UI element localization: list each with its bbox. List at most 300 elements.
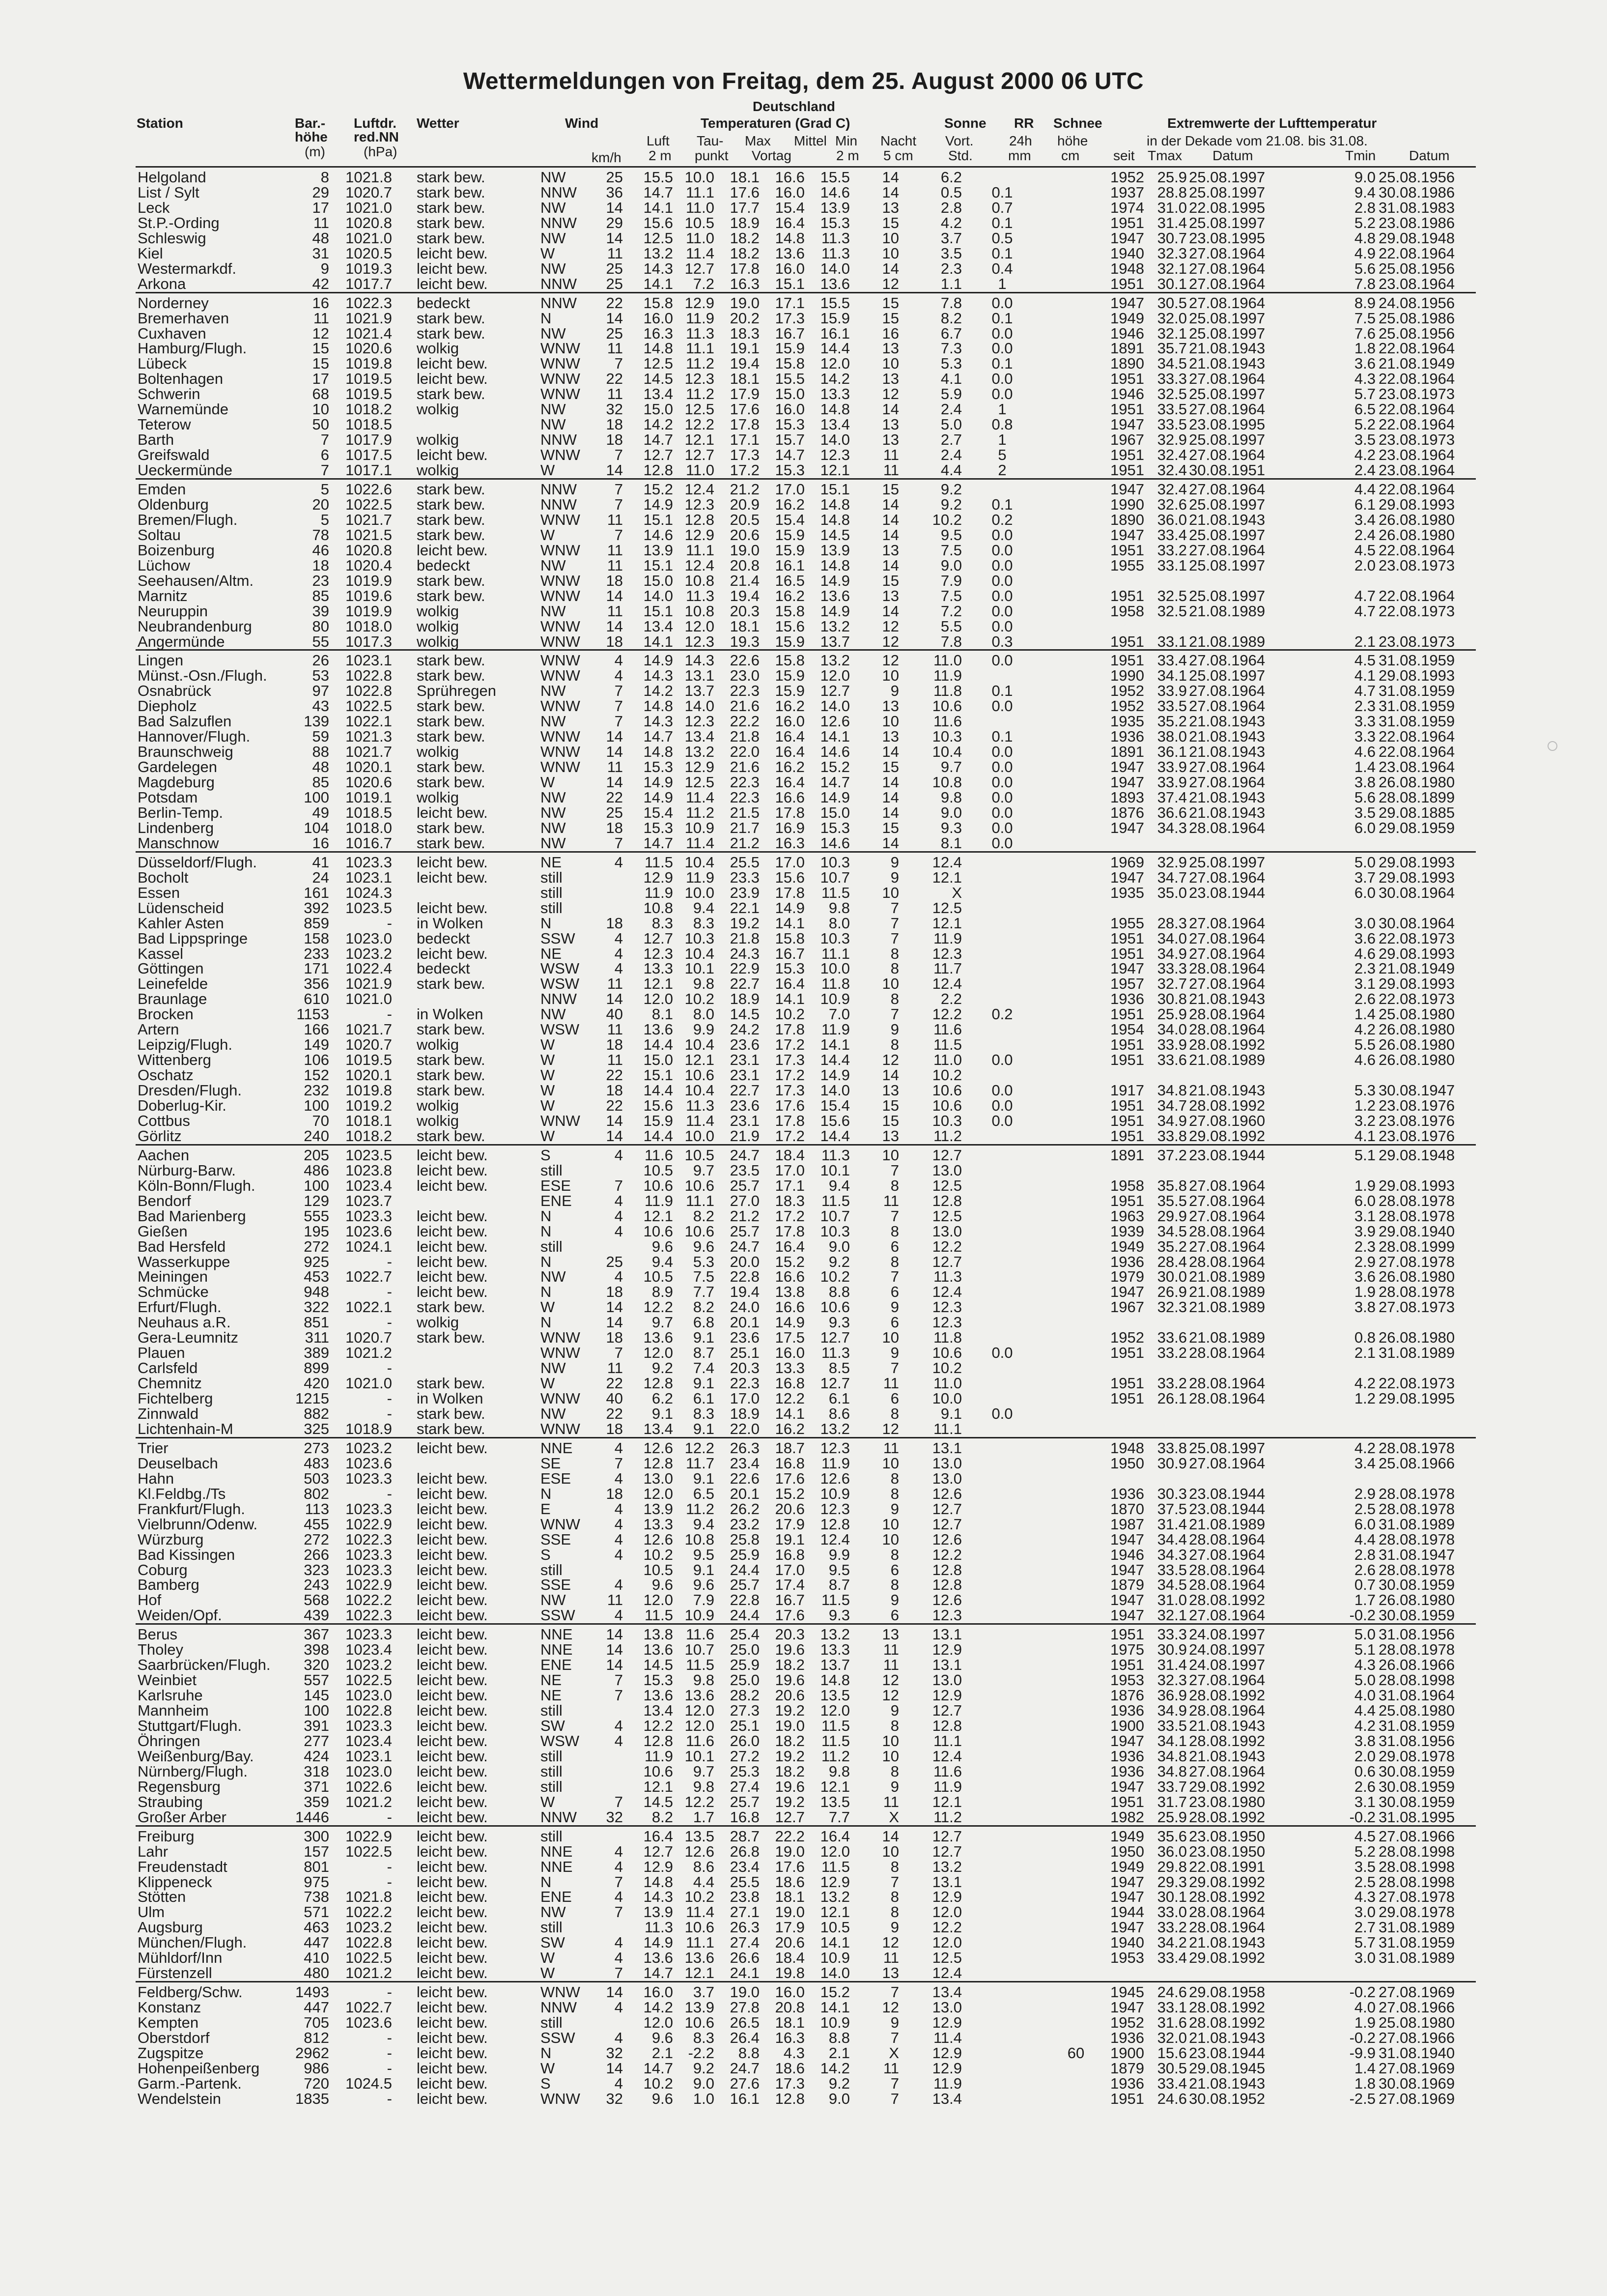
- temp-air: 14.5: [643, 1793, 673, 1810]
- tmin-date: 23.08.1976: [1379, 1097, 1455, 1114]
- wind-direction: WNW: [540, 1515, 580, 1533]
- temp-max: 19.1: [730, 340, 760, 357]
- since-year: 1949: [1110, 1858, 1144, 1875]
- temp-air: 11.5: [644, 853, 673, 871]
- station-name: Düsseldorf/Flugh.: [138, 853, 257, 871]
- temp-ground: 8: [890, 1888, 899, 1906]
- station-name: Aachen: [138, 1146, 190, 1164]
- temp-mean: 16.4: [775, 214, 805, 231]
- wind-direction: WNW: [540, 697, 580, 715]
- station-name: Leck: [138, 199, 170, 216]
- temp-max: 25.8: [730, 1530, 760, 1548]
- tmax-date: 27.08.1964: [1189, 370, 1266, 388]
- tmax-date: 21.08.1943: [1189, 789, 1266, 806]
- since-year: 1947: [1110, 960, 1144, 977]
- header-tmax: Tmax: [1148, 148, 1182, 163]
- temp-air: 11.3: [644, 1919, 673, 1936]
- wind-speed: 7: [614, 1873, 623, 1891]
- tmin-date: 30.08.1959: [1379, 1793, 1455, 1810]
- temp-min: 13.5: [820, 1687, 850, 1704]
- pressure: -: [387, 1283, 392, 1301]
- temp-mean: 16.0: [775, 1983, 805, 2001]
- elevation: 18: [312, 556, 329, 574]
- temp-air: 12.0: [643, 990, 673, 1008]
- precipitation: 0.1: [991, 355, 1013, 373]
- station-name: Hamburg/Flugh.: [138, 340, 247, 357]
- wind-speed: 18: [606, 431, 623, 449]
- region-label: Deutschland: [753, 99, 836, 114]
- wind-speed: 4: [614, 1576, 623, 1594]
- station-name: Greifswald: [138, 446, 210, 464]
- tmin-date: 23.08.1976: [1379, 1127, 1455, 1145]
- sunshine: 4.2: [940, 214, 962, 231]
- temp-max: 21.2: [730, 834, 760, 852]
- tmax-date: 21.08.1989: [1189, 1329, 1266, 1347]
- since-year: 1900: [1110, 1717, 1144, 1734]
- sunshine: 13.0: [932, 1671, 962, 1689]
- tmax-date: 25.08.1997: [1189, 214, 1266, 231]
- temp-max: 27.4: [730, 1778, 760, 1795]
- wind-direction: still: [540, 1702, 563, 1720]
- temp-mean: 17.8: [775, 804, 805, 821]
- pressure: 1022.5: [345, 495, 392, 513]
- tmin-date: 26.08.1980: [1379, 1051, 1455, 1069]
- tmin-date: 27.08.1969: [1379, 1983, 1455, 2001]
- pressure: 1023.8: [345, 1161, 392, 1179]
- dew-point: 3.7: [693, 1983, 714, 2001]
- pressure: 1020.5: [345, 244, 392, 262]
- temp-max: 24.7: [730, 1237, 760, 1255]
- sunshine: 2.4: [940, 401, 962, 418]
- sunshine: 12.7: [932, 1842, 962, 1860]
- tmax-value: 28.3: [1157, 914, 1187, 932]
- temp-mean: 15.4: [775, 511, 805, 528]
- tmin-date: 28.08.1978: [1379, 1485, 1455, 1502]
- dew-point: 12.0: [684, 1717, 714, 1734]
- precipitation: 0.1: [991, 682, 1013, 700]
- tmin-value: 4.2: [1354, 1439, 1376, 1457]
- sunshine: 10.2: [932, 1066, 962, 1084]
- tmax-value: 30.7: [1157, 229, 1187, 247]
- temp-ground: 14: [882, 556, 899, 574]
- temp-mean: 17.3: [775, 2074, 805, 2092]
- temp-ground: 7: [890, 1005, 899, 1023]
- dew-point: 11.4: [685, 834, 714, 852]
- station-name: Leinefelde: [138, 975, 208, 993]
- elevation: 925: [304, 1253, 329, 1270]
- sunshine: 10.6: [932, 1097, 962, 1114]
- pressure: 1023.7: [345, 1192, 392, 1209]
- dew-point: 8.2: [693, 1207, 714, 1225]
- tmin-value: 4.9: [1354, 244, 1376, 262]
- tmin-date: 21.08.1949: [1379, 960, 1455, 977]
- temp-air: 10.6: [643, 1762, 673, 1780]
- elevation: 48: [312, 758, 329, 776]
- temp-air: 14.8: [643, 697, 673, 715]
- sunshine: 12.4: [932, 1964, 962, 1982]
- temp-ground: 14: [882, 789, 899, 806]
- tmin-date: 29.08.1995: [1379, 1390, 1455, 1407]
- dew-point: 10.2: [684, 990, 714, 1008]
- wind-direction: NW: [540, 199, 566, 216]
- pressure: 1017.3: [345, 632, 392, 650]
- station-name: Boltenhagen: [138, 370, 224, 388]
- precipitation: 0.1: [991, 244, 1013, 262]
- temp-min: 12.0: [820, 667, 850, 685]
- tmin-date: 22.08.1973: [1379, 1375, 1455, 1392]
- tmin-value: 3.1: [1354, 975, 1376, 993]
- since-year: 1937: [1110, 183, 1144, 201]
- temp-min: 12.7: [820, 1375, 850, 1392]
- temp-mean: 20.6: [775, 1500, 805, 1518]
- tmax-value: 33.4: [1157, 652, 1187, 669]
- temp-mean: 17.9: [775, 1515, 805, 1533]
- temp-min: 10.9: [820, 1485, 850, 1502]
- elevation: 455: [304, 1515, 329, 1533]
- since-year: 1951: [1110, 275, 1144, 292]
- tmin-date: 27.08.1966: [1379, 2029, 1455, 2046]
- sunshine: 11.0: [933, 1051, 962, 1069]
- precipitation: 0.4: [991, 259, 1013, 277]
- temp-air: 14.2: [643, 416, 673, 433]
- dew-point: 11.0: [685, 229, 714, 247]
- temp-mean: 22.2: [775, 1827, 805, 1845]
- sunshine: 11.0: [933, 652, 962, 669]
- wind-direction: ESE: [540, 1469, 571, 1487]
- temp-air: 14.4: [643, 1082, 673, 1099]
- wind-direction: W: [540, 774, 555, 791]
- elevation: 100: [304, 1702, 329, 1720]
- tmax-value: 33.1: [1157, 556, 1187, 574]
- temp-air: 11.9: [644, 884, 673, 901]
- temp-ground: 14: [882, 183, 899, 201]
- dew-point: 8.6: [693, 1858, 714, 1875]
- tmin-date: 26.08.1980: [1379, 1329, 1455, 1347]
- dew-point: 9.7: [693, 1762, 714, 1780]
- wind-direction: NE: [540, 1687, 562, 1704]
- temp-mean: 17.0: [775, 481, 805, 498]
- tmin-value: 3.3: [1354, 728, 1376, 746]
- pressure: 1018.1: [345, 1112, 392, 1129]
- temp-mean: 17.8: [775, 884, 805, 901]
- pressure: 1022.1: [345, 713, 392, 730]
- sunshine: 7.8: [940, 632, 962, 650]
- tmin-value: 3.7: [1354, 868, 1376, 886]
- elevation: 152: [304, 1066, 329, 1084]
- tmax-value: 24.6: [1157, 2090, 1187, 2107]
- wind-direction: N: [540, 1485, 552, 1502]
- tmin-date: 31.08.1940: [1379, 2044, 1455, 2062]
- temp-min: 14.1: [820, 1999, 850, 2016]
- header-sonne: Sonne: [944, 115, 987, 131]
- sunshine: 11.4: [933, 2029, 962, 2046]
- since-year: 1947: [1110, 758, 1144, 776]
- header-rr: RR: [1014, 115, 1034, 131]
- wind-speed: 14: [606, 1656, 623, 1674]
- tmin-date: 28.08.1978: [1379, 1561, 1455, 1578]
- temp-ground: 9: [890, 1778, 899, 1795]
- temp-mean: 16.2: [775, 758, 805, 776]
- since-year: 1951: [1110, 446, 1144, 464]
- wind-direction: WSW: [540, 1732, 580, 1750]
- temp-max: 17.8: [730, 259, 760, 277]
- since-year: 1936: [1110, 1762, 1144, 1780]
- tmax-date: 21.08.1943: [1189, 2029, 1266, 2046]
- group-separator: [136, 1825, 1476, 1827]
- tmax-date: 25.08.1997: [1189, 667, 1266, 685]
- tmin-value: 3.0: [1354, 1949, 1376, 1967]
- weather: leicht bew.: [417, 1949, 488, 1967]
- temp-min: 14.5: [820, 526, 850, 544]
- dew-point: 7.7: [693, 1283, 714, 1301]
- wind-speed: 22: [606, 370, 623, 388]
- dew-point: 10.6: [684, 1066, 714, 1084]
- temp-min: 14.7: [820, 774, 850, 791]
- wind-direction: NNW: [540, 1808, 577, 1826]
- station-name: Magdeburg: [138, 774, 215, 791]
- pressure: 1023.2: [345, 1656, 392, 1674]
- wind-direction: W: [540, 1949, 555, 1967]
- temp-mean: 18.7: [775, 1439, 805, 1457]
- tmax-date: 28.08.1992: [1189, 1036, 1266, 1054]
- since-year: 1949: [1110, 1237, 1144, 1255]
- temp-air: 12.6: [643, 1530, 673, 1548]
- temp-ground: 15: [882, 758, 899, 776]
- temp-max: 25.5: [730, 853, 760, 871]
- weather: wolkig: [417, 743, 459, 761]
- wind-direction: N: [540, 1314, 552, 1331]
- temp-air: 13.4: [643, 1420, 673, 1437]
- wind-direction: W: [540, 1066, 555, 1084]
- since-year: 1951: [1110, 1192, 1144, 1209]
- dew-point: 10.5: [684, 214, 714, 231]
- wind-direction: WNW: [540, 446, 580, 464]
- temp-ground: 10: [882, 355, 899, 373]
- temp-ground: 10: [882, 1454, 899, 1472]
- wind-speed: 25: [606, 259, 623, 277]
- tmin-date: 28.08.1998: [1379, 1873, 1455, 1891]
- station-name: Kl.Feldbg./Ts: [138, 1485, 226, 1502]
- elevation: 80: [312, 617, 329, 635]
- temp-air: 14.7: [643, 834, 673, 852]
- tmax-date: 28.08.1964: [1189, 1375, 1266, 1392]
- weather: leicht bew.: [417, 1283, 488, 1301]
- weather: in Wolken: [417, 1390, 483, 1407]
- station-name: Gardelegen: [138, 758, 218, 776]
- tmax-date: 27.08.1964: [1189, 481, 1266, 498]
- tmin-date: 30.08.1969: [1379, 2074, 1455, 2092]
- since-year: 1947: [1110, 1530, 1144, 1548]
- since-year: 1890: [1110, 355, 1144, 373]
- tmax-value: 30.1: [1157, 275, 1187, 292]
- tmax-date: 27.08.1964: [1189, 682, 1266, 700]
- sunshine: 13.1: [932, 1626, 962, 1643]
- temp-ground: 14: [882, 401, 899, 418]
- temp-min: 8.5: [828, 1359, 850, 1377]
- tmin-value: 4.3: [1354, 370, 1376, 388]
- tmin-value: 5.7: [1354, 1934, 1376, 1952]
- tmax-value: 33.4: [1157, 1949, 1187, 1967]
- temp-max: 27.2: [730, 1747, 760, 1765]
- tmin-date: 26.08.1980: [1379, 774, 1455, 791]
- temp-max: 20.1: [730, 1314, 760, 1331]
- sunshine: 10.6: [932, 1344, 962, 1362]
- temp-ground: 14: [882, 602, 899, 620]
- temp-ground: 13: [882, 587, 899, 604]
- temp-max: 21.2: [730, 481, 760, 498]
- precipitation: 1: [998, 401, 1007, 418]
- tmin-value: 4.0: [1354, 1999, 1376, 2016]
- elevation: 272: [304, 1530, 329, 1548]
- temp-max: 25.4: [730, 1626, 760, 1643]
- station-name: Göttingen: [138, 960, 204, 977]
- temp-min: 15.3: [820, 214, 850, 231]
- since-year: 1900: [1110, 2044, 1144, 2062]
- dew-point: 11.3: [685, 1097, 714, 1114]
- station-name: Plauen: [138, 1344, 185, 1362]
- temp-mean: 20.8: [775, 1999, 805, 2016]
- temp-min: 15.6: [820, 1112, 850, 1129]
- tmax-value: 34.3: [1157, 819, 1187, 836]
- tmin-date: 25.08.1980: [1379, 2014, 1455, 2032]
- tmin-value: 7.5: [1354, 309, 1376, 327]
- tmin-date: 25.08.1956: [1379, 169, 1455, 186]
- weather: stark bew.: [417, 713, 485, 730]
- wind-speed: 7: [614, 1454, 623, 1472]
- wind-direction: ESE: [540, 1177, 571, 1194]
- tmax-value: 32.1: [1157, 324, 1187, 342]
- wind-speed: 14: [606, 229, 623, 247]
- temp-min: 9.0: [828, 1237, 850, 1255]
- wind-speed: 4: [614, 1222, 623, 1240]
- since-year: 1952: [1110, 2014, 1144, 2032]
- weather: leicht bew.: [417, 868, 488, 886]
- tmin-value: 1.8: [1354, 340, 1376, 357]
- elevation: 1446: [295, 1808, 329, 1826]
- pressure: 1021.0: [345, 990, 392, 1008]
- temp-min: 14.8: [820, 556, 850, 574]
- temp-ground: 11: [883, 1656, 899, 1674]
- tmax-date: 23.08.1944: [1189, 884, 1266, 901]
- temp-min: 14.9: [820, 572, 850, 589]
- tmin-date: 28.08.1978: [1379, 1500, 1455, 1518]
- tmax-value: 32.6: [1157, 495, 1187, 513]
- pressure: 1019.6: [345, 587, 392, 604]
- sunshine: 5.3: [940, 355, 962, 373]
- header-tmin-date: Datum: [1409, 148, 1450, 163]
- station-name: Lahr: [138, 1842, 169, 1860]
- temp-ground: 6: [890, 1283, 899, 1301]
- wind-direction: W: [540, 1036, 555, 1054]
- tmin-value: 3.6: [1354, 355, 1376, 373]
- temp-ground: 14: [882, 259, 899, 277]
- tmin-value: 2.4: [1354, 461, 1376, 479]
- dew-point: 13.5: [684, 1827, 714, 1845]
- temp-ground: 6: [890, 1390, 899, 1407]
- wind-direction: still: [540, 1161, 563, 1179]
- elevation: 158: [304, 929, 329, 947]
- since-year: 1951: [1110, 370, 1144, 388]
- pressure: -: [387, 2090, 392, 2107]
- weather: stark bew.: [417, 1329, 485, 1347]
- pressure: 1023.6: [345, 1222, 392, 1240]
- weather: wolkig: [417, 789, 459, 806]
- tmax-value: 33.0: [1157, 1903, 1187, 1921]
- elevation: 78: [312, 526, 329, 544]
- dew-point: 9.1: [693, 1329, 714, 1347]
- sunshine: 12.8: [932, 1561, 962, 1578]
- since-year: 1891: [1110, 743, 1144, 761]
- temp-air: 12.0: [643, 1485, 673, 1502]
- temp-mean: 15.9: [775, 541, 805, 559]
- pressure: 1021.7: [345, 1021, 392, 1038]
- sunshine: 13.0: [932, 1222, 962, 1240]
- tmax-date: 27.08.1964: [1189, 697, 1266, 715]
- temp-mean: 16.0: [775, 183, 805, 201]
- weather: leicht bew.: [417, 244, 488, 262]
- temp-air: 9.4: [651, 1253, 673, 1270]
- station-name: Bendorf: [138, 1192, 191, 1209]
- temp-min: 15.0: [820, 804, 850, 821]
- tmin-value: 3.8: [1354, 1298, 1376, 1316]
- tmin-value: 7.8: [1354, 275, 1376, 292]
- tmax-value: 35.8: [1157, 1177, 1187, 1194]
- station-name: Coburg: [138, 1561, 188, 1578]
- station-name: Freudenstadt: [138, 1858, 227, 1875]
- temp-max: 22.6: [730, 652, 760, 669]
- wind-direction: WNW: [540, 758, 580, 776]
- temp-min: 14.6: [820, 183, 850, 201]
- tmax-date: 27.08.1964: [1189, 1762, 1266, 1780]
- pressure: 1019.8: [345, 1082, 392, 1099]
- temp-ground: 8: [890, 990, 899, 1008]
- elevation: 801: [304, 1858, 329, 1875]
- elevation: 46: [312, 541, 329, 559]
- temp-mean: 15.8: [775, 355, 805, 373]
- temp-ground: 9: [890, 2014, 899, 2032]
- wind-speed: 14: [606, 2059, 623, 2077]
- temp-mean: 17.0: [775, 1561, 805, 1578]
- temp-mean: 17.2: [775, 1207, 805, 1225]
- elevation: 391: [304, 1717, 329, 1734]
- header-sonne-2: Vort.: [945, 133, 974, 148]
- tmax-value: 30.8: [1157, 990, 1187, 1008]
- station-name: Schwerin: [138, 385, 200, 403]
- tmax-date: 25.08.1997: [1189, 183, 1266, 201]
- tmin-value: 6.0: [1354, 1515, 1376, 1533]
- temp-mean: 10.2: [775, 1005, 805, 1023]
- temp-max: 27.3: [730, 1702, 760, 1720]
- tmax-value: 31.4: [1157, 1656, 1187, 1674]
- temp-air: 13.0: [643, 1469, 673, 1487]
- weather: bedeckt: [417, 556, 470, 574]
- temp-air: 13.4: [643, 1702, 673, 1720]
- wind-speed: 7: [614, 495, 623, 513]
- temp-ground: 10: [882, 1530, 899, 1548]
- wind-direction: N: [540, 1222, 552, 1240]
- station-name: Nürnberg/Flugh.: [138, 1762, 248, 1780]
- since-year: 1951: [1110, 945, 1144, 962]
- precipitation: 0.0: [991, 370, 1013, 388]
- tmin-value: -0.2: [1349, 1808, 1376, 1826]
- tmin-value: -2.5: [1349, 2090, 1376, 2107]
- tmax-date: 27.08.1960: [1189, 1112, 1266, 1129]
- weather: leicht bew.: [417, 259, 488, 277]
- temp-mean: 16.2: [775, 1420, 805, 1437]
- tmin-date: 31.08.1995: [1379, 1808, 1455, 1826]
- pressure: -: [387, 1390, 392, 1407]
- temp-mean: 17.0: [775, 1161, 805, 1179]
